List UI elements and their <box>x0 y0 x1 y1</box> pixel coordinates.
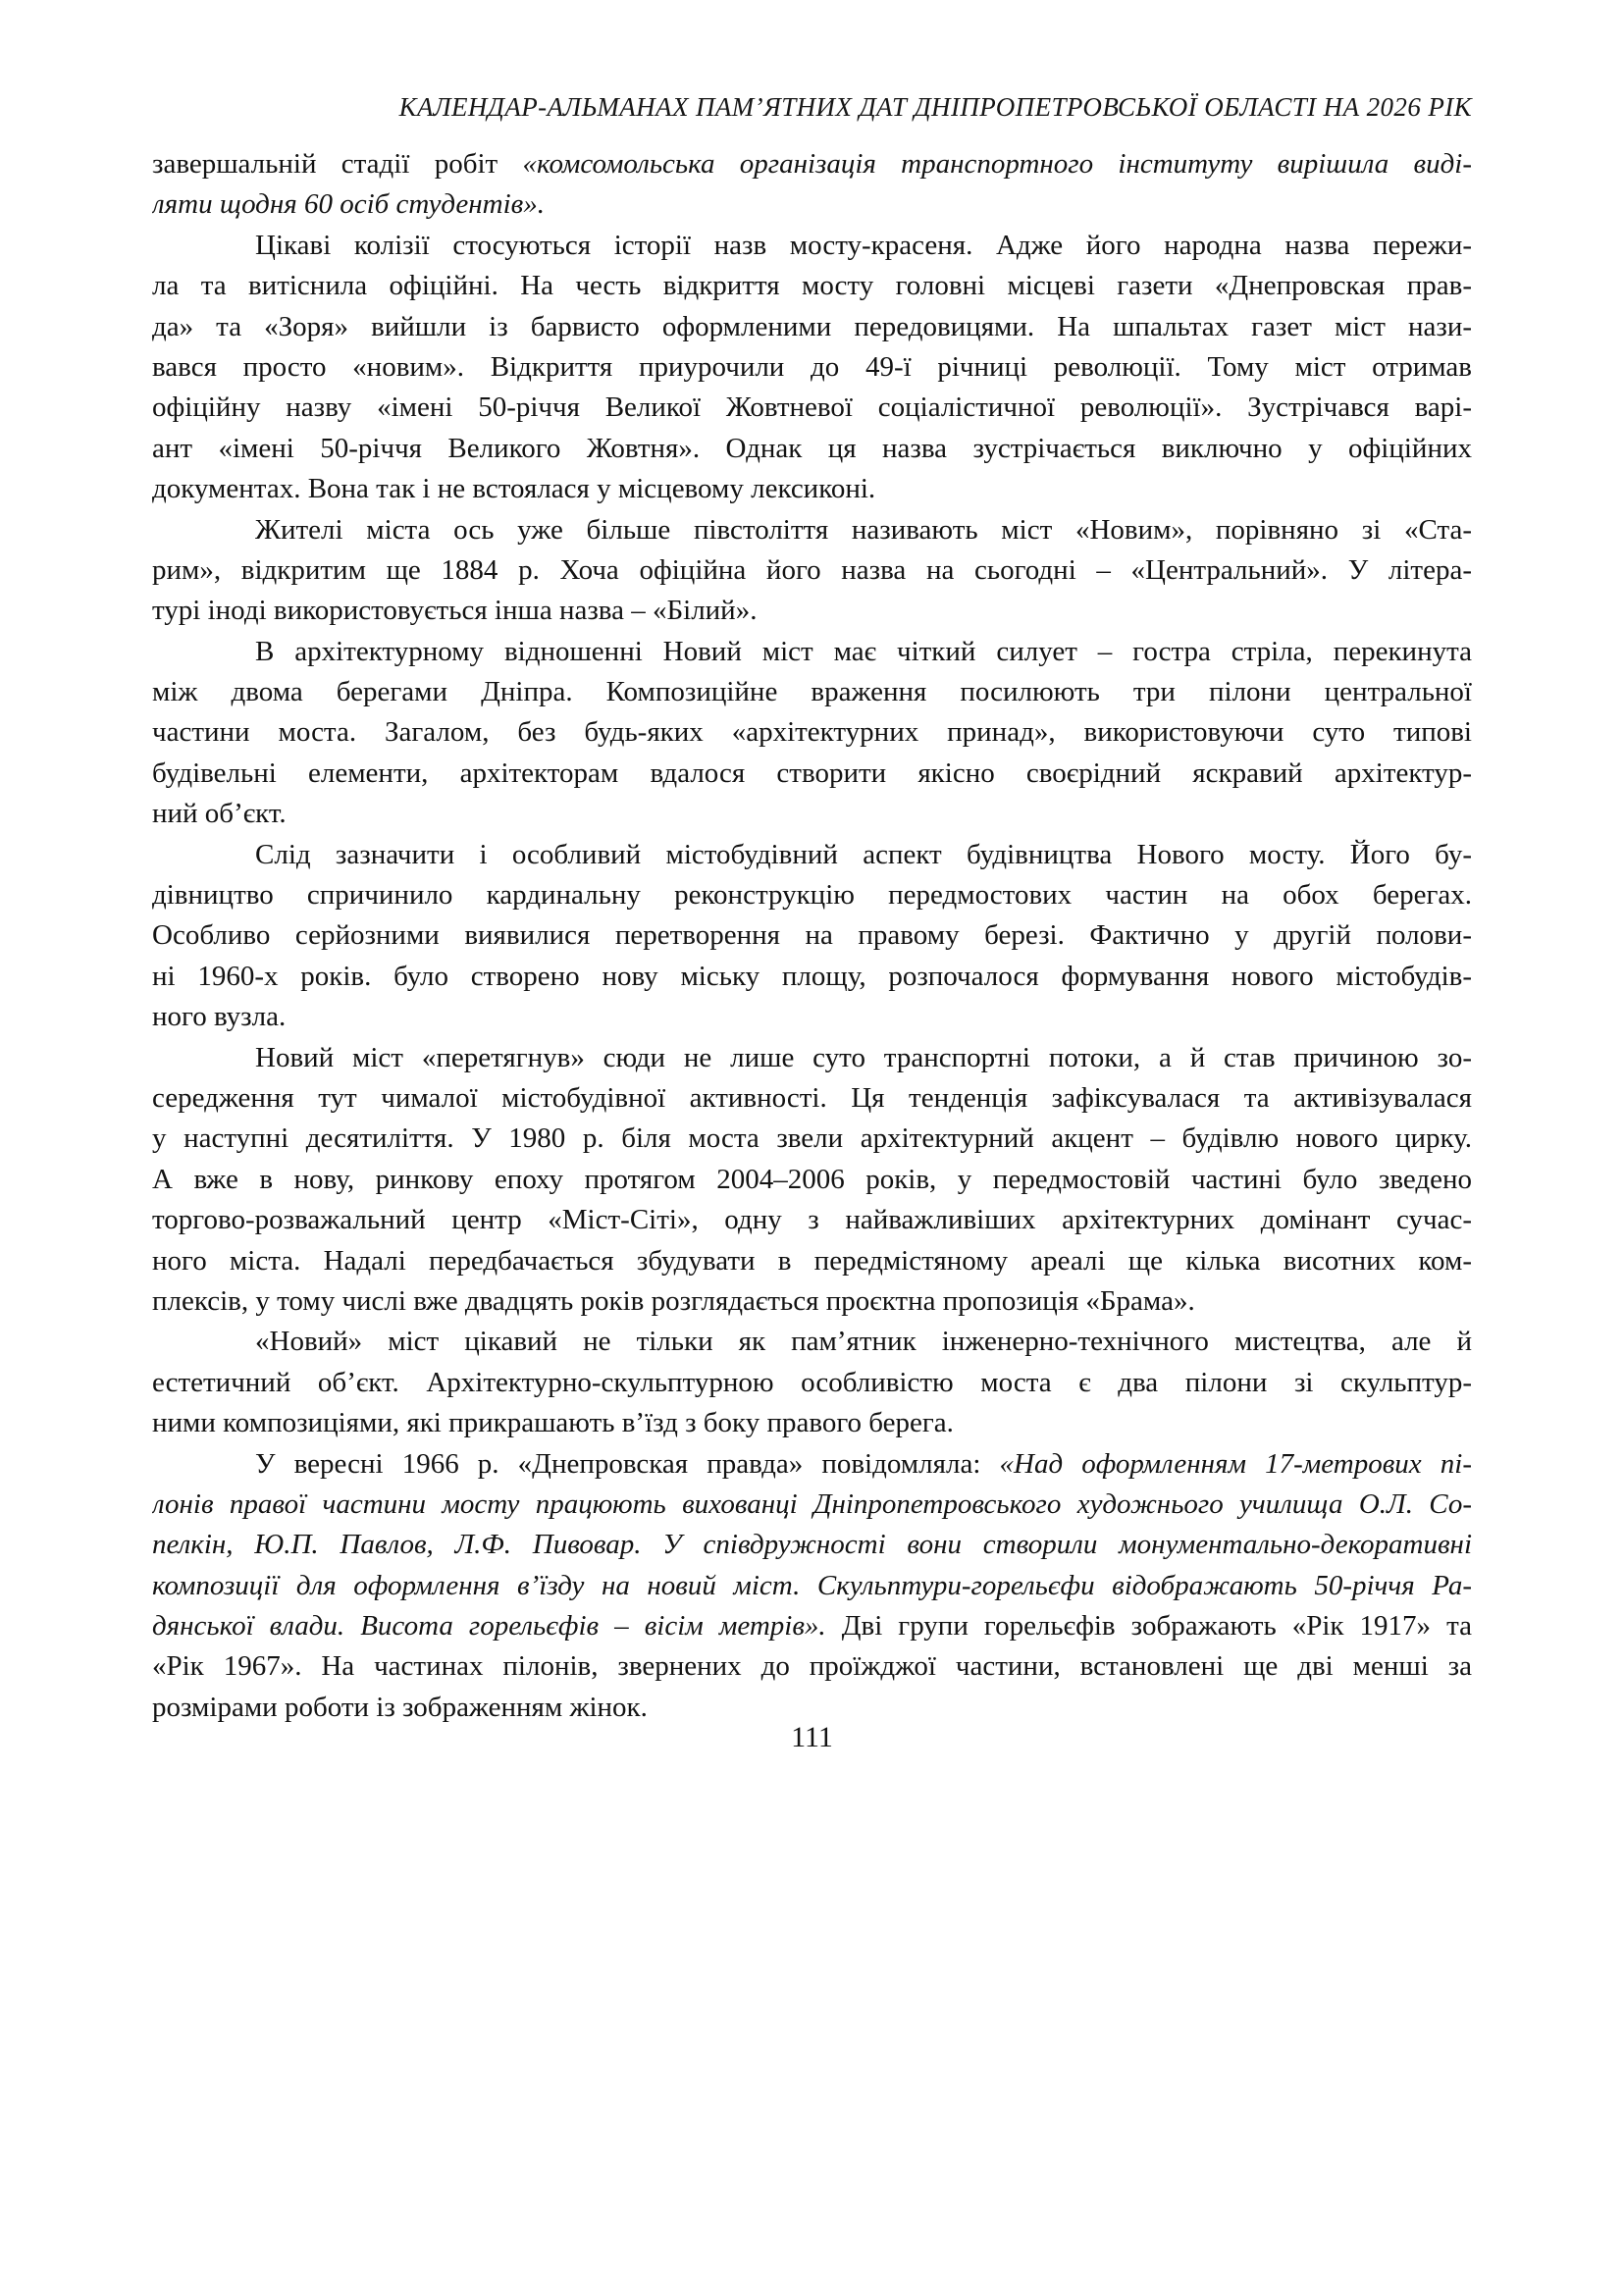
paragraph <box>152 1038 1472 1323</box>
text-run: дівництво спричинило кардинальну реконструкцію передмостових частин на обох берегах. <box>152 879 1472 912</box>
text-line <box>152 1606 1472 1646</box>
text-line <box>152 1038 1472 1078</box>
text-line <box>152 875 1472 915</box>
text-run: ного вузла. <box>152 1001 287 1033</box>
article-text-block <box>152 144 1472 1728</box>
text-line <box>152 1160 1472 1200</box>
italic-text-run: лонів правої частини мосту працюють вихованці Дніпропетровського художнього училища О.Л. Со- <box>152 1487 1472 1520</box>
text-run: Дві групи горельєфів зображають «Рік 1917» та <box>825 1610 1472 1643</box>
text-run: А вже в нову, ринкову епоху протягом 2004–2006 років, у передмостовій частині було зведено <box>152 1163 1472 1195</box>
text-run: документах. Вона так і не встоялася у місцевому лексиконі. <box>152 473 876 505</box>
paragraph <box>152 632 1472 835</box>
text-run: да» та «Зоря» вийшли із барвисто оформленими передовицями. На шпальтах газет міст нази- <box>152 310 1472 342</box>
italic-text-run: «Над оформленням 17-метрових пі- <box>999 1447 1472 1480</box>
paragraph <box>152 226 1472 510</box>
italic-text-run: композиції для оформлення в’їзду на новий міст. Скульптури-горельєфи відображають 50-річчя Ра- <box>152 1569 1472 1601</box>
text-run: ний об’єкт. <box>152 798 287 830</box>
text-run: У вересні 1966 р. «Днепровская правда» повідомляла: <box>255 1447 1000 1480</box>
paragraph <box>152 1322 1472 1443</box>
text-line <box>152 1646 1472 1687</box>
text-run: Слід зазначити і особливий містобудівний аспект будівництва Нового мосту. Його бу- <box>255 838 1472 870</box>
text-line <box>152 754 1472 794</box>
paragraph <box>152 510 1472 632</box>
text-run: «Новий» міст цікавий не тільки як пам’ятник інженерно-технічного мистецтва, але й <box>255 1326 1472 1358</box>
text-line <box>152 1485 1472 1525</box>
text-run: естетичний об’єкт. Архітектурно-скульптурною особливістю моста є два пілони зі скульптур- <box>152 1366 1472 1398</box>
text-run: Цікаві колізії стосуються історії назв мосту-красеня. Адже його народна назва пережи- <box>255 229 1472 261</box>
text-run: у наступні десятиліття. У 1980 р. біля моста звели архітектурний акцент – будівлю нового цирку. <box>152 1122 1472 1155</box>
text-run: розмірами роботи із зображенням жінок. <box>152 1691 648 1723</box>
text-run: В архітектурному відношенні Новий міст має чіткий силует – гостра стріла, перекинута <box>255 635 1472 667</box>
text-run: середження тут чималої містобудівної активності. Ця тенденція зафіксувалася та активізувалася <box>152 1081 1472 1114</box>
text-line <box>152 915 1472 956</box>
text-run: «Рік 1967». На частинах пілонів, звернених до проїжджої частини, встановлені ще дві менші за <box>152 1650 1472 1683</box>
page-number: 111 <box>791 1721 833 1753</box>
text-run: рим», відкритим ще 1884 р. Хоча офіційна його назва на сьогодні – «Центральний». У літера- <box>152 553 1472 586</box>
text-line <box>152 510 1472 550</box>
text-run: Новий міст «перетягнув» сюди не лише суто транспортні потоки, а й став причиною зо- <box>255 1041 1472 1073</box>
text-line <box>152 469 1472 509</box>
text-run: ла та витіснила офіційні. На честь відкриття мосту головні місцеві газети «Днепровская прав- <box>152 270 1472 302</box>
text-line <box>152 632 1472 672</box>
text-line <box>152 388 1472 428</box>
italic-text-run: ляти щодня 60 осіб студентів». <box>152 188 545 221</box>
text-run: частини моста. Загалом, без будь-яких «архітектурних принад», використовуючи суто типові <box>152 716 1472 749</box>
italic-text-run: дянської влади. Висота горельєфів – вісім метрів». <box>152 1610 826 1643</box>
paragraph <box>152 1444 1472 1729</box>
text-line <box>152 429 1472 469</box>
text-line <box>152 1525 1472 1565</box>
text-line <box>152 1119 1472 1159</box>
text-line <box>152 672 1472 712</box>
text-run: будівельні елементи, архітекторам вдалося створити якісно своєрідний яскравий архітектур- <box>152 756 1472 789</box>
text-line <box>152 184 1472 225</box>
text-run: Жителі міста ось уже більше півстоліття називають міст «Новим», порівняно зі «Ста- <box>255 513 1472 546</box>
text-line <box>152 712 1472 753</box>
text-run: завершальній стадії робіт <box>152 148 523 180</box>
text-line <box>152 266 1472 306</box>
paragraph <box>152 835 1472 1038</box>
text-run: офіційну назву «імені 50-річчя Великої Жовтневої соціалістичної революції». Зустрічався варі- <box>152 391 1472 424</box>
text-run: Особливо серйозними виявилися перетворення на правому березі. Фактично у другій полови- <box>152 919 1472 952</box>
text-run: між двома берегами Дніпра. Композиційне враження посилюють три пілони центральної <box>152 676 1472 708</box>
text-line <box>152 1403 1472 1443</box>
text-line <box>152 144 1472 184</box>
text-line <box>152 1444 1472 1485</box>
text-line <box>152 1241 1472 1281</box>
text-run: ними композиціями, які прикрашають в’їзд з боку правого берега. <box>152 1407 954 1439</box>
italic-text-run: пелкін, Ю.П. Павлов, Л.Ф. Пивовар. У співдружності вони створили монументально-декоративні <box>152 1529 1472 1561</box>
text-line <box>152 997 1472 1037</box>
text-line <box>152 794 1472 834</box>
text-line <box>152 226 1472 266</box>
text-line <box>152 591 1472 631</box>
text-run: торгово-розважальний центр «Міст-Сіті», одну з найважливіших архітектурних домінант сучас- <box>152 1204 1472 1236</box>
text-line <box>152 1322 1472 1362</box>
text-run: ні 1960-х років. було створено нову міську площу, розпочалося формування нового містобудів- <box>152 960 1472 992</box>
text-line <box>152 307 1472 347</box>
text-line <box>152 550 1472 591</box>
text-line <box>152 957 1472 997</box>
text-run: вався просто «новим». Відкриття приурочили до 49-ї річниці революції. Тому міст отримав <box>152 350 1472 383</box>
paragraph <box>152 144 1472 226</box>
text-line <box>152 1078 1472 1119</box>
text-line <box>152 1281 1472 1322</box>
italic-text-run: «комсомольська організація транспортного інституту вирішила виді- <box>522 148 1472 180</box>
text-run: плексів, у тому числі вже двадцять років розглядається проєктна пропозиція «Брама». <box>152 1284 1195 1317</box>
text-run: турі іноді використовується інша назва – «Білий». <box>152 595 758 627</box>
text-run: ант «імені 50-річчя Великого Жовтня». Однак ця назва зустрічається виключно у офіційних <box>152 432 1472 464</box>
text-line <box>152 1363 1472 1403</box>
text-run: ного міста. Надалі передбачається збудувати в передмістяному ареалі ще кілька висотних ком- <box>152 1244 1472 1277</box>
text-line <box>152 1566 1472 1606</box>
text-line <box>152 347 1472 388</box>
text-line <box>152 1200 1472 1240</box>
text-line <box>152 835 1472 875</box>
running-header: КАЛЕНДАР-АЛЬМАНАХ ПАМ’ЯТНИХ ДАТ ДНІПРОПЕТРОВСЬКОЇ ОБЛАСТІ НА 2026 РІК <box>398 92 1472 122</box>
